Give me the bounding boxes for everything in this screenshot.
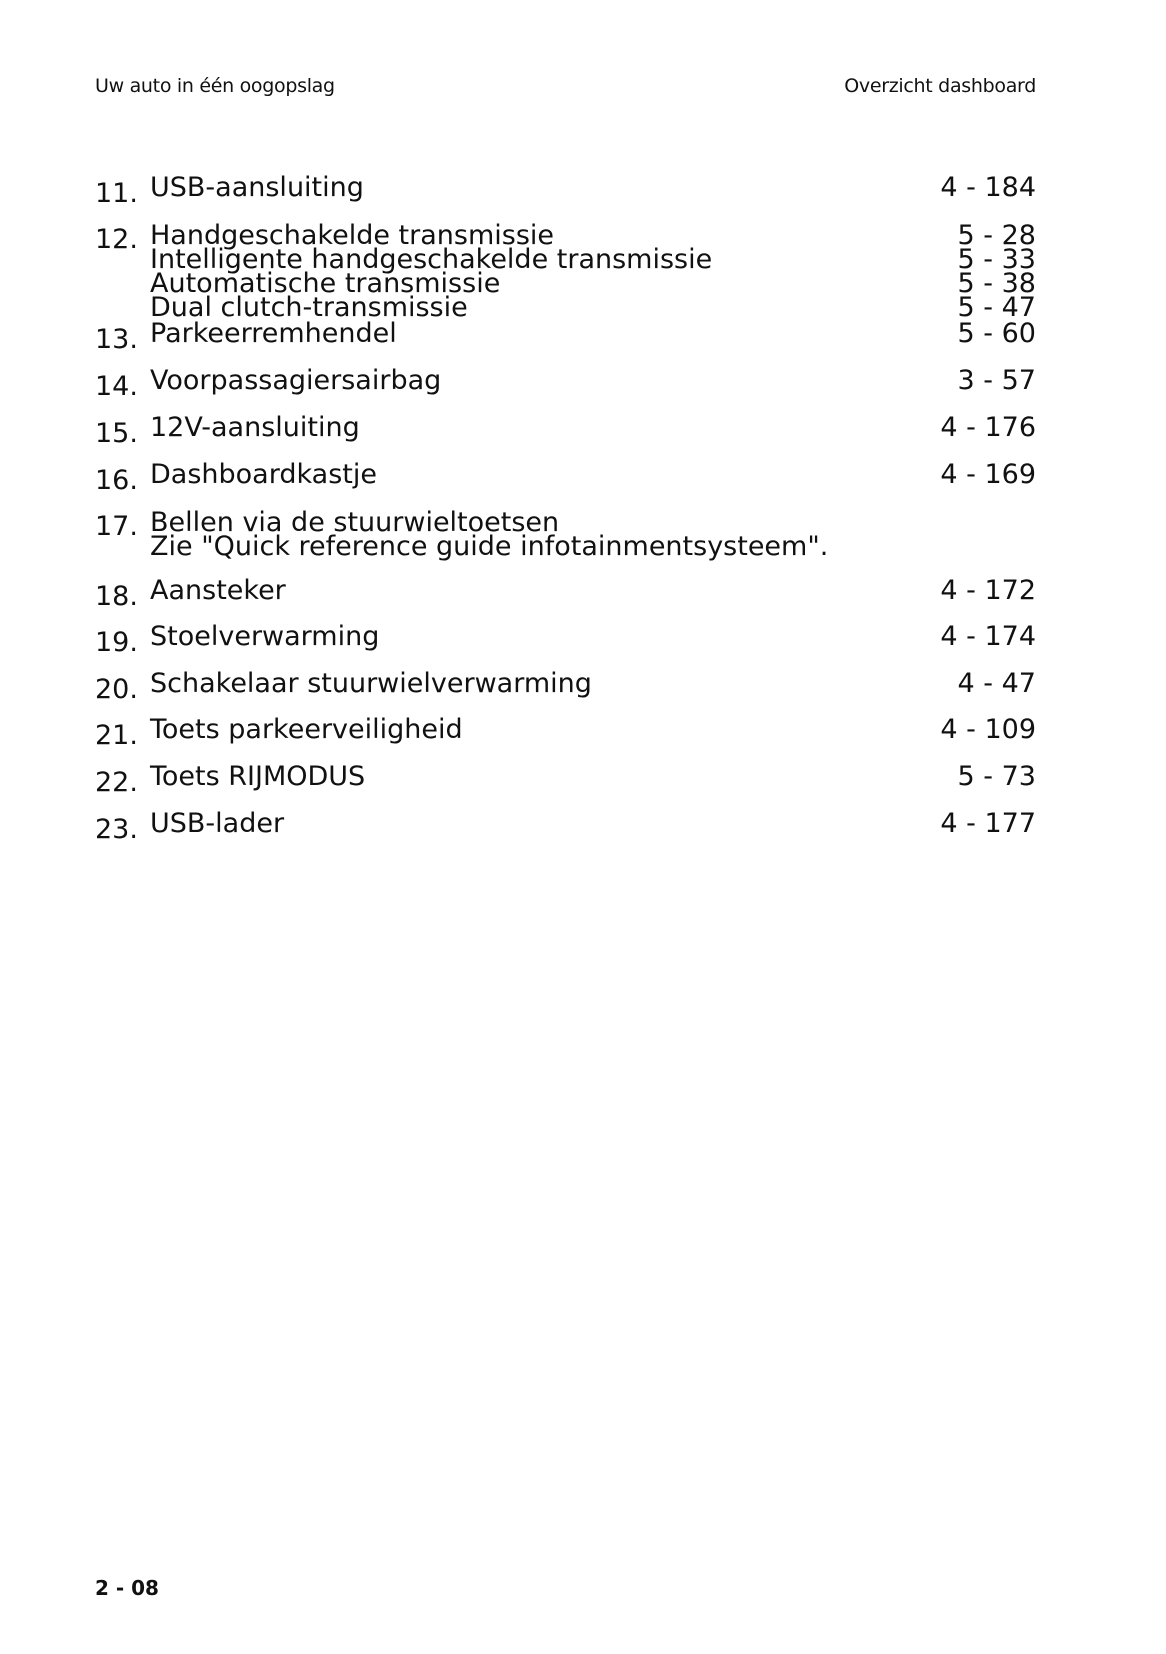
entry-number: 22. — [95, 767, 138, 798]
entry-line — [150, 244, 1036, 275]
entry-title: Toets RIJMODUS — [150, 761, 366, 792]
entry-line — [150, 292, 1036, 323]
entry-title: Handgeschakelde transmissie — [150, 220, 554, 251]
entry-lines — [150, 459, 1036, 490]
entry-line — [150, 172, 1036, 203]
entry-line — [150, 220, 1036, 251]
entry-page-reference: 4 - 172 — [940, 575, 1036, 606]
entry-title: Voorpassagiersairbag — [150, 365, 442, 396]
entry-line — [150, 575, 1036, 606]
entry-title: Aansteker — [150, 575, 286, 606]
entry-number: 11. — [95, 178, 138, 209]
entry-line — [150, 365, 1036, 396]
entry-lines — [150, 412, 1036, 443]
entry-line — [150, 318, 1036, 349]
entry-title: Dual clutch-transmissie — [150, 292, 468, 323]
entry-page-reference: 4 - 176 — [940, 412, 1036, 443]
entry-line — [150, 621, 1036, 652]
entry-line — [150, 808, 1036, 839]
entry-title: Parkeerremhendel — [150, 318, 397, 349]
entry-lines — [150, 575, 1036, 606]
entry-page-reference: 5 - 33 — [957, 244, 1036, 275]
entry-line — [150, 714, 1036, 745]
entry-title: USB-aansluiting — [150, 172, 364, 203]
entry-number: 16. — [95, 465, 138, 496]
entry-line — [150, 412, 1036, 443]
entry-page-reference: 4 - 109 — [940, 714, 1036, 745]
entry-page-reference: 4 - 177 — [940, 808, 1036, 839]
entry-number: 17. — [95, 511, 138, 542]
entry-number: 19. — [95, 627, 138, 658]
entry-title: Zie "Quick reference guide infotainmentsysteem". — [150, 531, 829, 562]
entry-number: 23. — [95, 814, 138, 845]
entry-line — [150, 268, 1036, 299]
entry-lines — [150, 668, 1036, 699]
entry-page-reference: 4 - 169 — [940, 459, 1036, 490]
entry-lines — [150, 808, 1036, 839]
entry-line — [150, 761, 1036, 792]
entry-line — [150, 531, 1036, 562]
entry-page-reference: 5 - 47 — [957, 292, 1036, 323]
entry-lines — [150, 172, 1036, 203]
entry-lines — [150, 507, 1036, 562]
entry-page-reference: 5 - 28 — [957, 220, 1036, 251]
entry-line — [150, 507, 1036, 538]
entry-page-reference: 4 - 47 — [957, 668, 1036, 699]
entry-title: Intelligente handgeschakelde transmissie — [150, 244, 713, 275]
entry-page-reference: 5 - 73 — [957, 761, 1036, 792]
entry-number: 21. — [95, 720, 138, 751]
entry-lines — [150, 220, 1036, 323]
entry-page-reference: 3 - 57 — [957, 365, 1036, 396]
entry-line — [150, 459, 1036, 490]
entry-title: 12V-aansluiting — [150, 412, 360, 443]
running-header-left: Uw auto in één oogopslag — [95, 75, 335, 97]
entry-page-reference: 4 - 174 — [940, 621, 1036, 652]
entry-number: 18. — [95, 581, 138, 612]
entry-number: 14. — [95, 371, 138, 402]
entry-page-reference: 4 - 184 — [940, 172, 1036, 203]
running-header-right: Overzicht dashboard — [844, 75, 1036, 97]
entry-title: Automatische transmissie — [150, 268, 501, 299]
entry-title: USB-lader — [150, 808, 285, 839]
page-number: 2 - 08 — [95, 1576, 159, 1600]
entry-lines — [150, 714, 1036, 745]
entry-title: Schakelaar stuurwielverwarming — [150, 668, 592, 699]
entry-lines — [150, 318, 1036, 349]
entry-page-reference: 5 - 38 — [957, 268, 1036, 299]
entry-title: Stoelverwarming — [150, 621, 380, 652]
entry-title: Dashboardkastje — [150, 459, 377, 490]
entry-title: Bellen via de stuurwieltoetsen — [150, 507, 560, 538]
entry-page-reference: 5 - 60 — [957, 318, 1036, 349]
entry-lines — [150, 761, 1036, 792]
entry-lines — [150, 365, 1036, 396]
entry-lines — [150, 621, 1036, 652]
entry-line — [150, 668, 1036, 699]
entry-title: Toets parkeerveiligheid — [150, 714, 463, 745]
entry-number: 20. — [95, 674, 138, 705]
entry-number: 13. — [95, 324, 138, 355]
entry-number: 15. — [95, 418, 138, 449]
entry-number: 12. — [95, 224, 138, 255]
